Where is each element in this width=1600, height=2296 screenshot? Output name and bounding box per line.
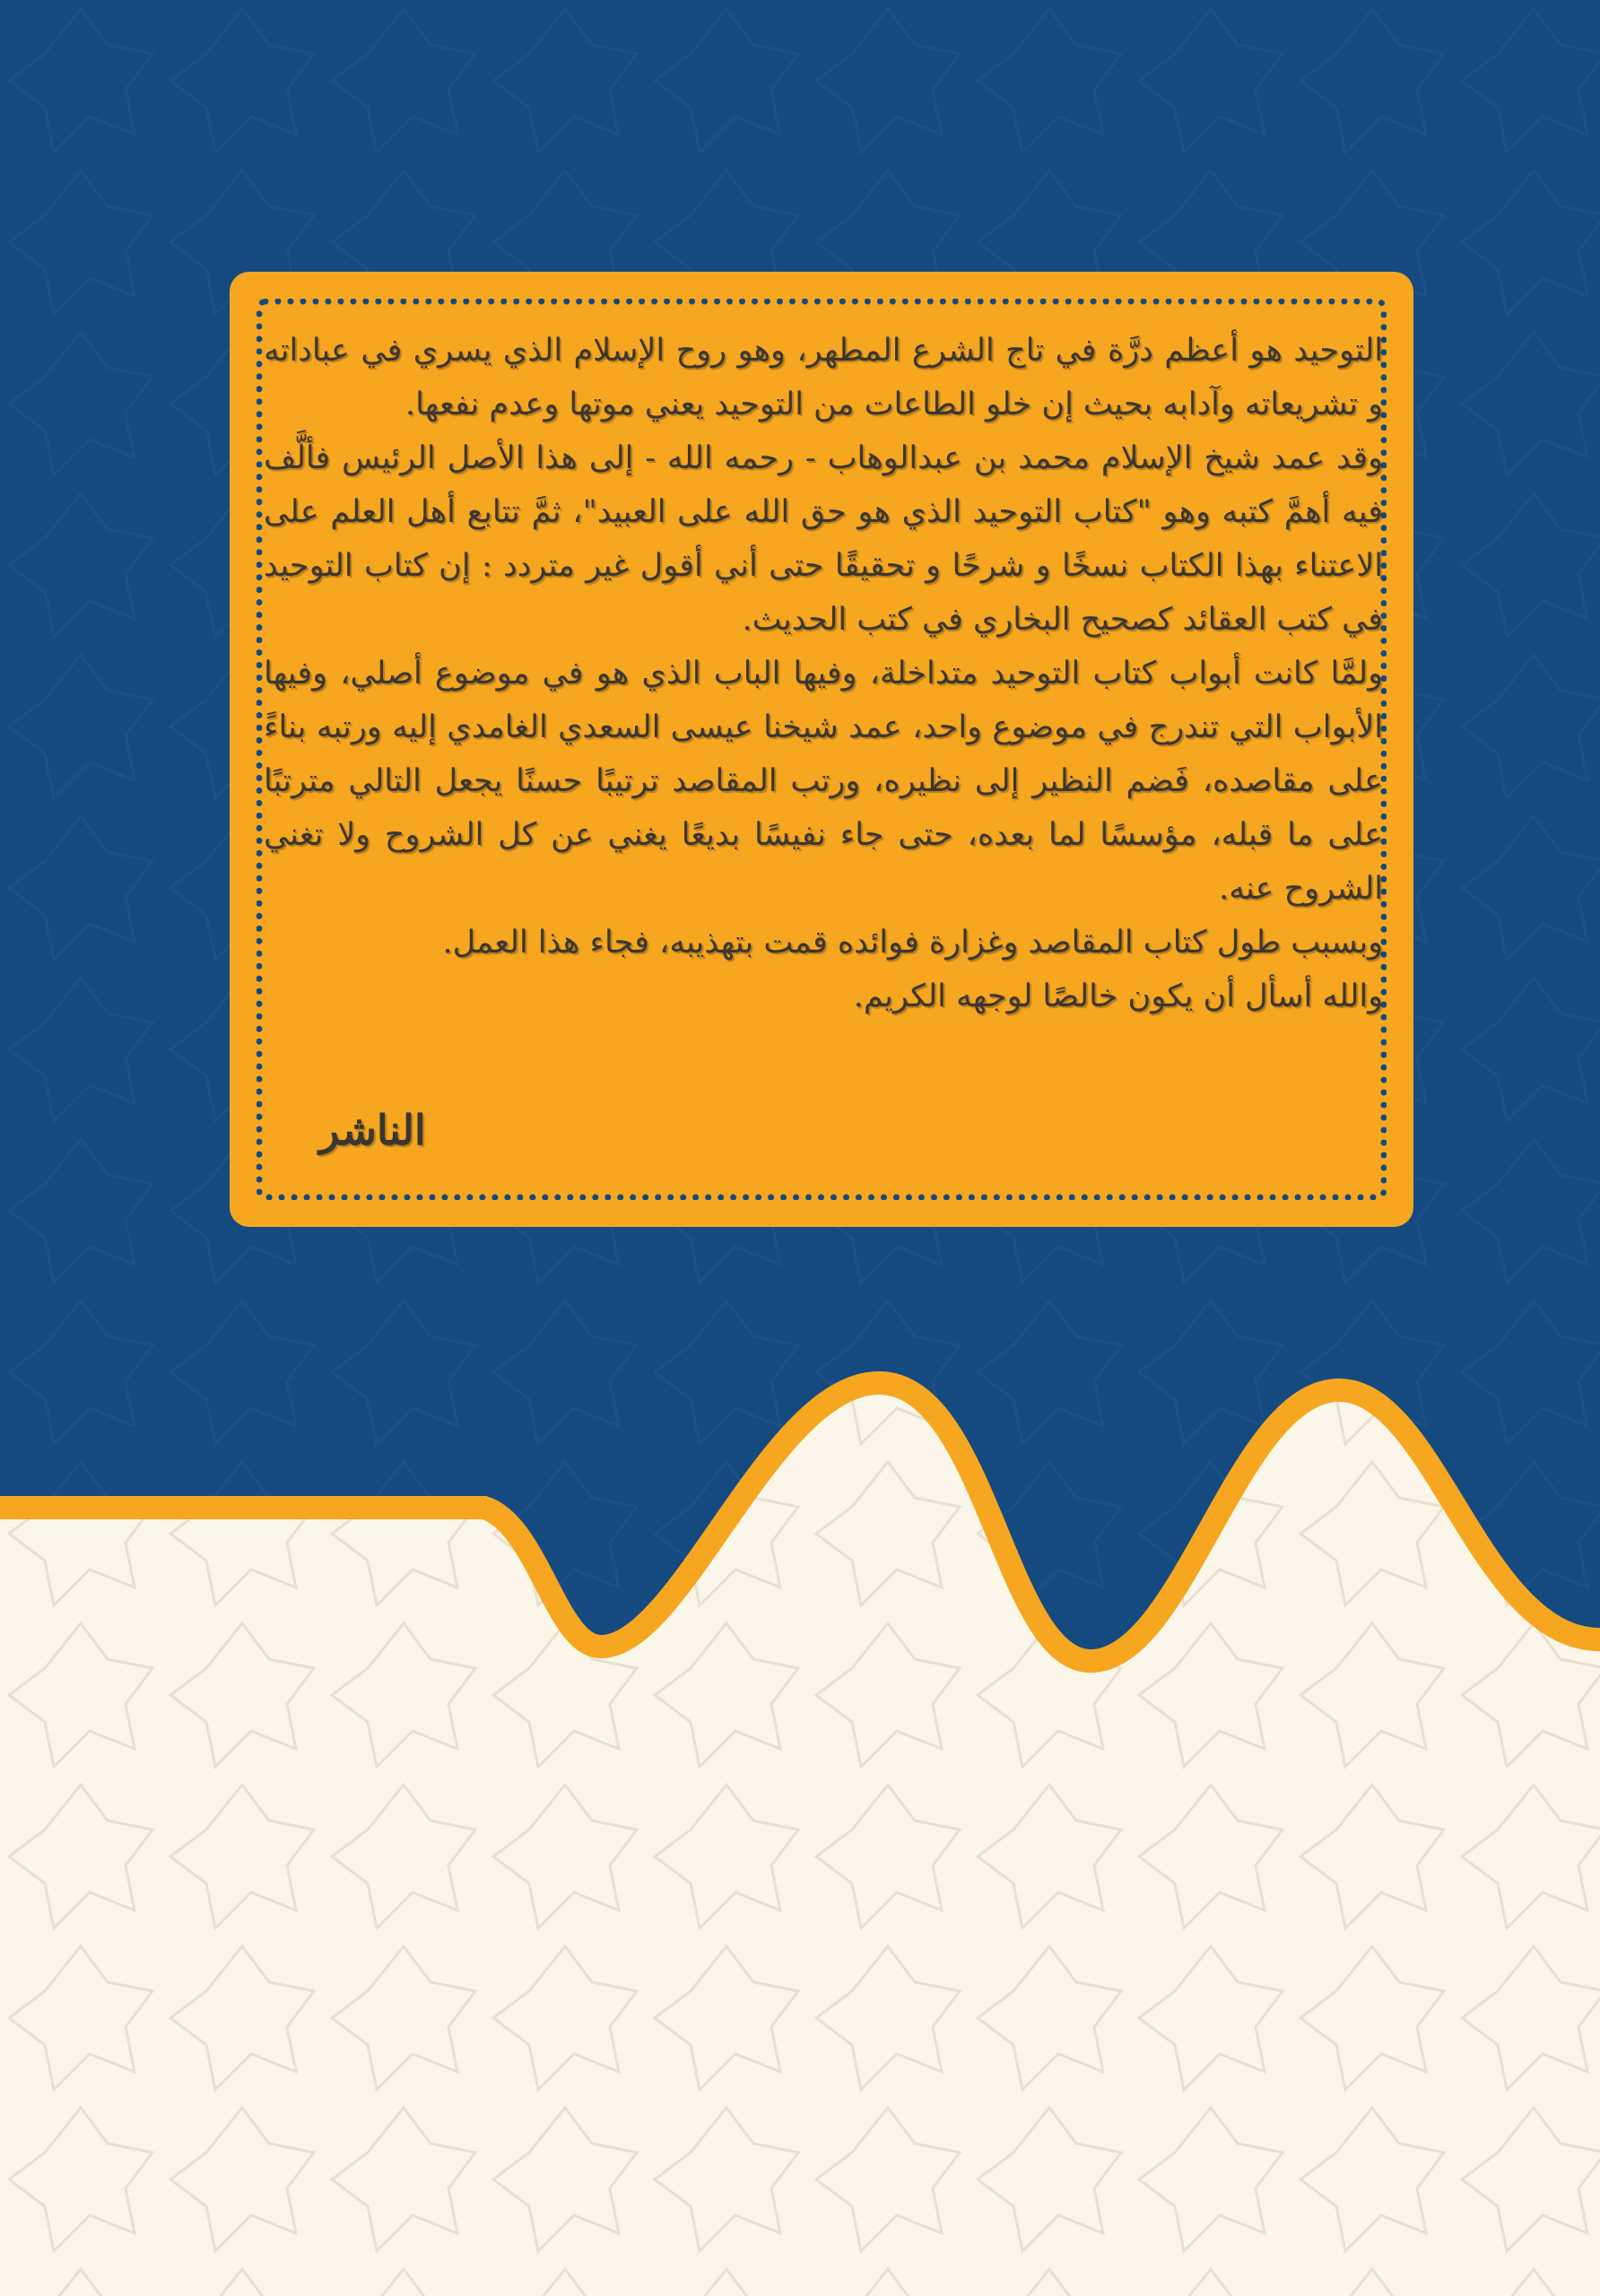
beige-pattern bbox=[0, 1383, 1600, 2296]
paragraph-4: وبسبب طول كتاب المقاصد وغزارة فوائده قمت بتهذيبه، فجاء هذا العمل. bbox=[442, 925, 1383, 961]
closing-line: والله أسأل أن يكون خالصًا لوجهه الكريم. bbox=[853, 978, 1383, 1014]
paragraph-2: وقد عمد شيخ الإسلام محمد بن عبدالوهاب - رحمه الله - إلى هذا الأصل الرئيس فألَّف فيه أهمَّ كتبه وهو "كتاب التوحيد الذي هو حق الله على العبيد"، ثمَّ تتابع أهل العلم على الاعتناء بهذا الكتاب نسخًا و شرحًا و تحقيقًا حتى أني أقول غير متردد : إن كتاب التوحيد في كتب العقائد كصحيح البخاري في كتب الحديث. bbox=[264, 440, 1383, 638]
card-text bbox=[264, 324, 1383, 1023]
text-card bbox=[230, 272, 1413, 1227]
paragraph-3: ولمَّا كانت أبواب كتاب التوحيد متداخلة، وفيها الباب الذي هو في موضوع أصلي، وفيها الأبواب التي تندرج في موضوع واحد، عمد شيخنا عيسى السعدي الغامدي إليه ورتبه بناءً على مقاصده، فَضم النظير إلى نظيره، ورتب المقاصد ترتيبًا حسنًا يجعل التالي مترتبًا على ما قبله، مؤسسًا لما بعده، حتى جاء نفيسًا بديعًا يغني عن كل الشروح ولا تغني الشروح عنه. bbox=[264, 656, 1383, 907]
publisher-signature: الناشر bbox=[319, 1106, 426, 1154]
paragraph-1: التوحيد هو أعظم درَّة في تاج الشرع المطهر، وهو روح الإسلام الذي يسري في عباداته و تشريعاته وآدابه بحيث إن خلو الطاعات من التوحيد يعني موتها وعدم نفعها. bbox=[264, 333, 1383, 422]
